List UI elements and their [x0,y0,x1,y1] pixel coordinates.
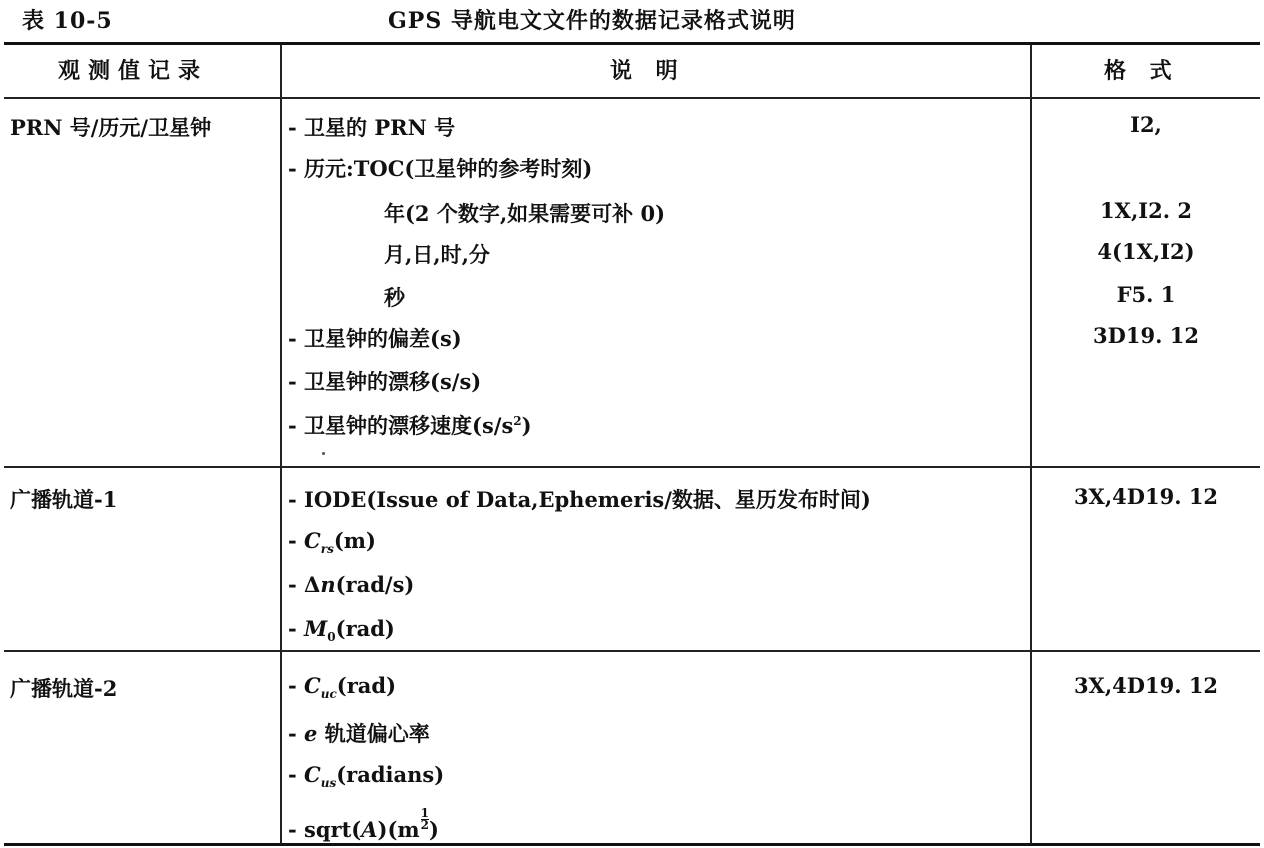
row-divider-2 [4,650,1260,652]
section3-label: 广播轨道-2 [10,676,118,701]
exponent-fraction: $\frac{1}{2}$ [420,806,429,832]
section1-line-second: 秒 [384,285,405,310]
section1-format-clock: 3D19. 12 [1093,323,1199,348]
section1-line-year: 年(2 个数字,如果需要可补 0) [384,201,666,226]
section3-line-cuc: - $C_{uc}(rad)$ [288,673,397,702]
header-observation-record: 观测值记录 [58,58,209,84]
section1-format-year: 1X,I2. 2 [1100,198,1192,223]
section3-line-cus: - $C_{us}(radians)$ [288,762,445,791]
header-divider [4,97,1260,99]
top-rule [4,42,1260,45]
section2-line-delta-n: - Δn(rad/s) [288,572,415,597]
section1-line-drift-rate: - 卫星钟的漂移速度$(s/s^2)$ [288,413,532,438]
section2-line-iode: - IODE(Issue of Data,Ephemeris/数据、星历发布时间) [288,487,871,512]
header-description: 说 明 [610,58,686,84]
section3-line-eccentricity: - e 轨道偏心率 [288,721,430,746]
scan-speck [322,452,325,455]
section1-line-clock-drift: - 卫星钟的漂移(s/s) [288,369,482,394]
section2-format: 3X,4D19. 12 [1073,484,1219,509]
table-number: 表 10-5 [22,8,113,34]
section1-line-clock-bias: - 卫星钟的偏差(s) [288,326,462,351]
section3-line-sqrt-a: - $sqrt(A)(m\frac{1}{2}$ ) [288,806,439,842]
bottom-rule [4,843,1260,846]
section1-format-second: F5. 1 [1116,282,1176,307]
table-title: GPS 导航电文文件的数据记录格式说明 [388,8,796,34]
section1-line-prn: - 卫星的 PRN 号 [288,115,456,140]
section1-label: PRN 号/历元/卫星钟 [10,115,212,140]
section1-line-month-day: 月,日,时,分 [384,242,490,267]
row-divider-1 [4,466,1260,468]
column-divider-1 [280,45,282,844]
section1-line-epoch: - 历元:TOC(卫星钟的参考时刻) [288,156,593,181]
section2-line-crs: - $C_{rs}(m)$ [288,528,376,557]
section2-line-m0: - $M_0(rad)$ [288,616,395,645]
section3-format: 3X,4D19. 12 [1073,673,1219,698]
column-divider-2 [1030,45,1032,844]
section1-format-month-day: 4(1X,I2) [1097,239,1195,264]
header-format: 格 式 [1104,58,1180,84]
section2-label: 广播轨道-1 [10,487,118,512]
section1-format-prn: I2, [1130,112,1162,137]
